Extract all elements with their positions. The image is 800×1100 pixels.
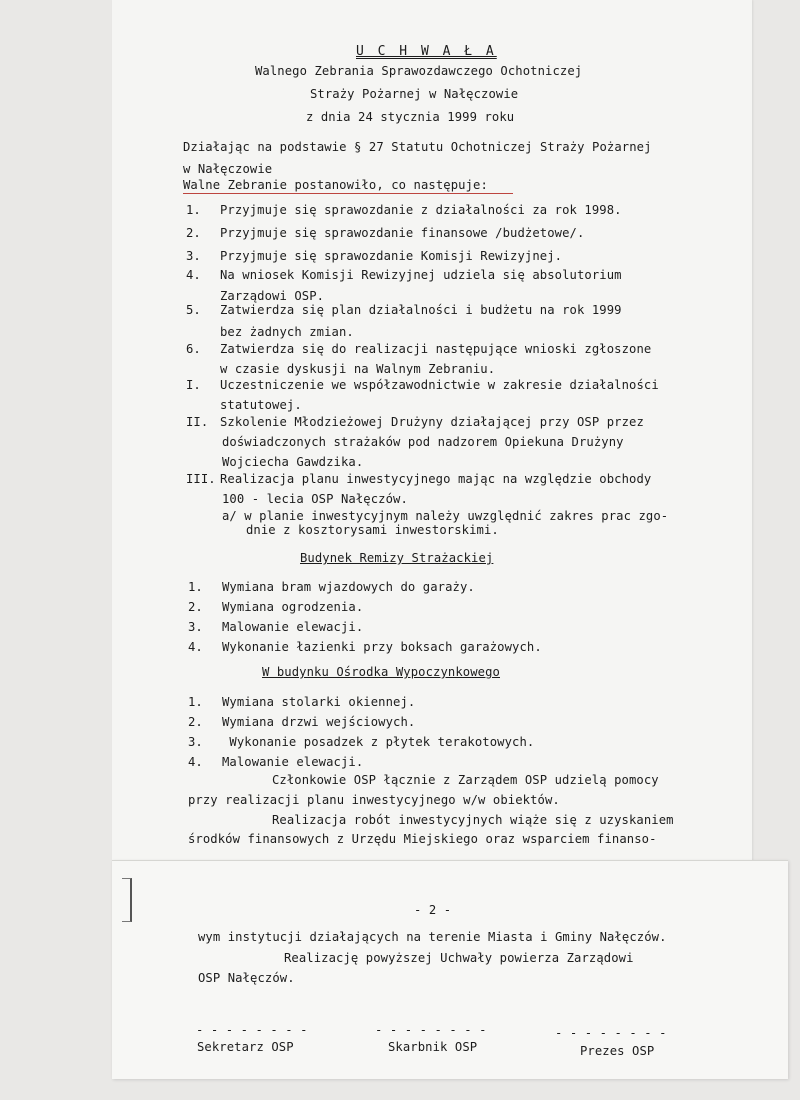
closing-paragraph-2: Realizacja robót inwestycyjnych wiąże się z uzyskaniem (272, 813, 674, 827)
proposal-item: II. Szkolenie Młodzieżowej Drużyny działającej przy OSP przez (186, 415, 644, 429)
binder-clip-icon (122, 878, 132, 922)
investment-note-line-1: a/ w planie inwestycyjnym należy uwzględnić zakres prac zgo- (222, 509, 669, 523)
list-item: 1. Wymiana bram wjazdowych do garaży. (188, 580, 475, 594)
title-subline-3: z dnia 24 stycznia 1999 roku (306, 110, 515, 124)
proposal-item-continued: 100 - lecia OSP Nałęczów. (222, 492, 408, 506)
proposal-item: III. Realizacja planu inwestycyjnego mając na względzie obchody (186, 472, 652, 486)
resolution-item: 3. Przyjmuje się sprawozdanie Komisji Rewizyjnej. (186, 249, 563, 263)
signature-label-treasurer: Skarbnik OSP (388, 1040, 478, 1054)
proposal-item-continued: Wojciecha Gawdzika. (222, 455, 364, 469)
list-item: 2. Wymiana ogrodzenia. (188, 600, 364, 614)
signature-label-secretary: Sekretarz OSP (197, 1040, 294, 1054)
closing-paragraph-1: Członkowie OSP łącznie z Zarządem OSP udzielą pomocy (272, 773, 659, 787)
red-underline (183, 193, 513, 194)
page-number: - 2 - (414, 903, 452, 917)
resolution-item: 4. Na wniosek Komisji Rewizyjnej udziela się absolutorium (186, 268, 622, 282)
list-item: 4. Malowanie elewacji. (188, 755, 364, 769)
intro-line-1: Działając na podstawie § 27 Statutu Ochotniczej Straży Pożarnej (183, 140, 652, 154)
list-item: 3. Malowanie elewacji. (188, 620, 364, 634)
page2-line-1: wym instytucji działających na terenie Miasta i Gminy Nałęczów. (198, 930, 667, 944)
proposal-item-continued: doświadczonych strażaków pod nadzorem Opiekuna Drużyny (222, 435, 624, 449)
proposal-item-continued: statutowej. (220, 398, 302, 412)
resolution-item-continued: Zarządowi OSP. (220, 289, 325, 303)
proposal-item: I. Uczestniczenie we współzawodnictwie w zakresie działalności (186, 378, 659, 392)
resolution-item-continued: bez żadnych zmian. (220, 325, 354, 339)
page2-line-3: OSP Nałęczów. (198, 971, 295, 985)
intro-line-2: w Nałęczowie (183, 162, 273, 176)
investment-note-line-2: dnie z kosztorysami inwestorskimi. (246, 523, 499, 537)
title-subline-2: Straży Pożarnej w Nałęczowie (310, 87, 519, 101)
section-heading-fire-station: Budynek Remizy Strażackiej (300, 551, 494, 565)
intro-line-3: Walne Zebranie postanowiło, co następuje: (183, 178, 488, 192)
list-item: 1. Wymiana stolarki okiennej. (188, 695, 416, 709)
signature-line-treasurer: - - - - - - - - (375, 1023, 487, 1037)
list-item: 3. Wykonanie posadzek z płytek terakotowych. (188, 735, 535, 749)
list-item: 2. Wymiana drzwi wejściowych. (188, 715, 416, 729)
title-subline-1: Walnego Zebrania Sprawozdawczego Ochotniczej (255, 64, 583, 78)
closing-paragraph-1-cont: przy realizacji planu inwestycyjnego w/w obiektów. (188, 793, 560, 807)
signature-line-secretary: - - - - - - - - (196, 1023, 308, 1037)
resolution-item: 6. Zatwierdza się do realizacji następujące wnioski zgłoszone (186, 342, 652, 356)
resolution-item: 5. Zatwierdza się plan działalności i budżetu na rok 1999 (186, 303, 622, 317)
page2-line-2: Realizację powyższej Uchwały powierza Zarządowi (284, 951, 634, 965)
signature-label-president: Prezes OSP (580, 1044, 655, 1058)
section-heading-holiday-centre: W budynku Ośrodka Wypoczynkowego (262, 665, 500, 679)
list-item: 4. Wykonanie łazienki przy boksach garażowych. (188, 640, 542, 654)
signature-line-president: - - - - - - - - (555, 1026, 667, 1040)
resolution-item: 1. Przyjmuje się sprawozdanie z działalności za rok 1998. (186, 203, 622, 217)
document-title: U C H W A Ł A (356, 44, 497, 59)
closing-paragraph-2-cont: środków finansowych z Urzędu Miejskiego oraz wsparciem finanso- (188, 832, 657, 846)
resolution-item: 2. Przyjmuje się sprawozdanie finansowe /budżetowe/. (186, 226, 585, 240)
resolution-item-continued: w czasie dyskusji na Walnym Zebraniu. (220, 362, 496, 376)
